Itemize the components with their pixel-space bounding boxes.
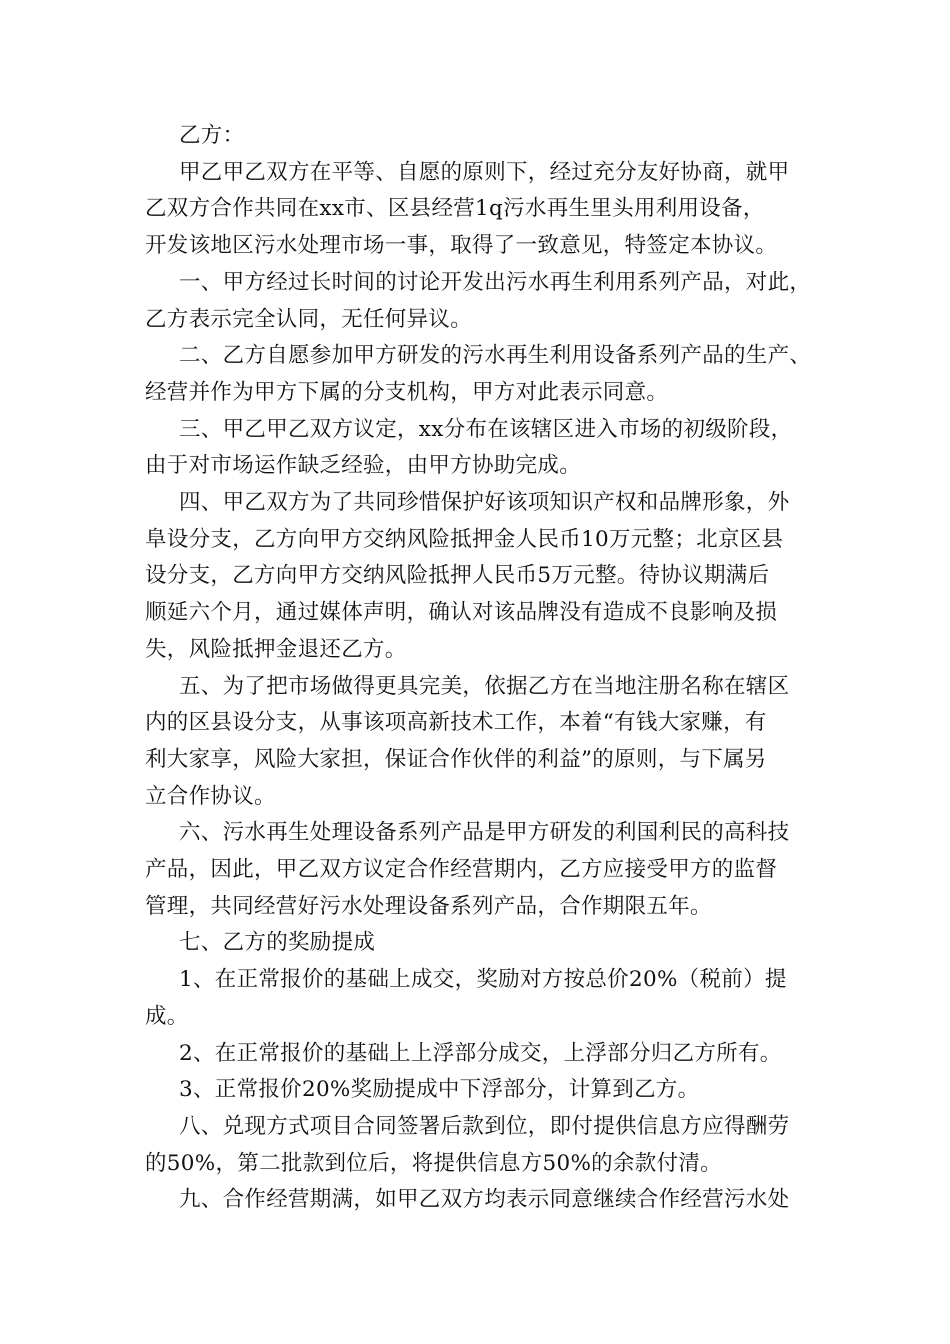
text-line: 内的区县设分支，从事该项高新技术工作，本着“有钱大家赚，有 xyxy=(145,710,767,736)
text-line: 成。 xyxy=(145,1003,189,1029)
text-line: 阜设分支，乙方向甲方交纳风险抵押金人民币10万元整；北京区县 xyxy=(145,526,784,552)
text-line: 乙双方合作共同在xx市、区县经营1q污水再生里头用利用设备， xyxy=(145,196,765,222)
text-line: 九、合作经营期满，如甲乙双方均表示同意继续合作经营污水处 xyxy=(179,1187,790,1213)
text-line: 乙方： xyxy=(179,123,245,148)
text-line: 六、污水再生处理设备系列产品是甲方研发的利国利民的高科技 xyxy=(179,820,790,846)
text-line: 乙方表示完全认同，无任何异议。 xyxy=(145,306,473,332)
text-line: 二、乙方自愿参加甲方研发的污水再生利用设备系列产品的生产、 xyxy=(179,343,812,369)
text-line: 五、为了把市场做得更具完美，依据乙方在当地注册名称在辖区 xyxy=(179,673,790,699)
text-line: 四、甲乙双方为了共同珍惜保护好该项知识产权和品牌形象，外 xyxy=(179,490,790,516)
document-body xyxy=(145,118,817,1219)
text-line: 八、兑现方式项目合同签署后款到位，即付提供信息方应得酬劳 xyxy=(179,1113,790,1139)
text-line: 顺延六个月，通过媒体声明，确认对该品牌没有造成不良影响及损 xyxy=(145,600,778,626)
text-line: 立合作协议。 xyxy=(145,783,276,809)
text-line: 产品，因此，甲乙双方议定合作经营期内，乙方应接受甲方的监督 xyxy=(145,857,778,883)
text-line: 设分支，乙方向甲方交纳风险抵押人民币5万元整。待协议期满后 xyxy=(145,563,770,589)
text-line: 甲乙甲乙双方在平等、自愿的原则下，经过充分友好协商，就甲 xyxy=(179,159,790,185)
text-line: 开发该地区污水处理市场一事，取得了一致意见，特签定本协议。 xyxy=(145,233,778,259)
text-line: 一、甲方经过长时间的讨论开发出污水再生利用系列产品，对此， xyxy=(179,269,812,295)
text-line: 2、在正常报价的基础上上浮部分成交，上浮部分归乙方所有。 xyxy=(179,1040,782,1066)
text-line: 利大家享，风险大家担，保证合作伙伴的利益”的原则，与下属另 xyxy=(145,746,767,772)
text-line: 1、在正常报价的基础上成交，奖励对方按总价20%（税前）提 xyxy=(179,967,787,993)
text-line: 失，风险抵押金退还乙方。 xyxy=(145,636,407,662)
text-line: 管理，共同经营好污水处理设备系列产品，合作期限五年。 xyxy=(145,893,712,919)
text-line: 的50%，第二批款到位后，将提供信息方50%的余款付清。 xyxy=(145,1150,722,1176)
text-line: 由于对市场运作缺乏经验，由甲方协助完成。 xyxy=(145,453,582,479)
text-line: 三、甲乙甲乙双方议定，xx分布在该辖区进入市场的初级阶段， xyxy=(179,416,793,442)
text-line: 经营并作为甲方下属的分支机构，甲方对此表示同意。 xyxy=(145,379,669,405)
text-line: 3、正常报价20%奖励提成中下浮部分，计算到乙方。 xyxy=(179,1077,700,1103)
text-line: 七、乙方的奖励提成 xyxy=(179,930,376,956)
